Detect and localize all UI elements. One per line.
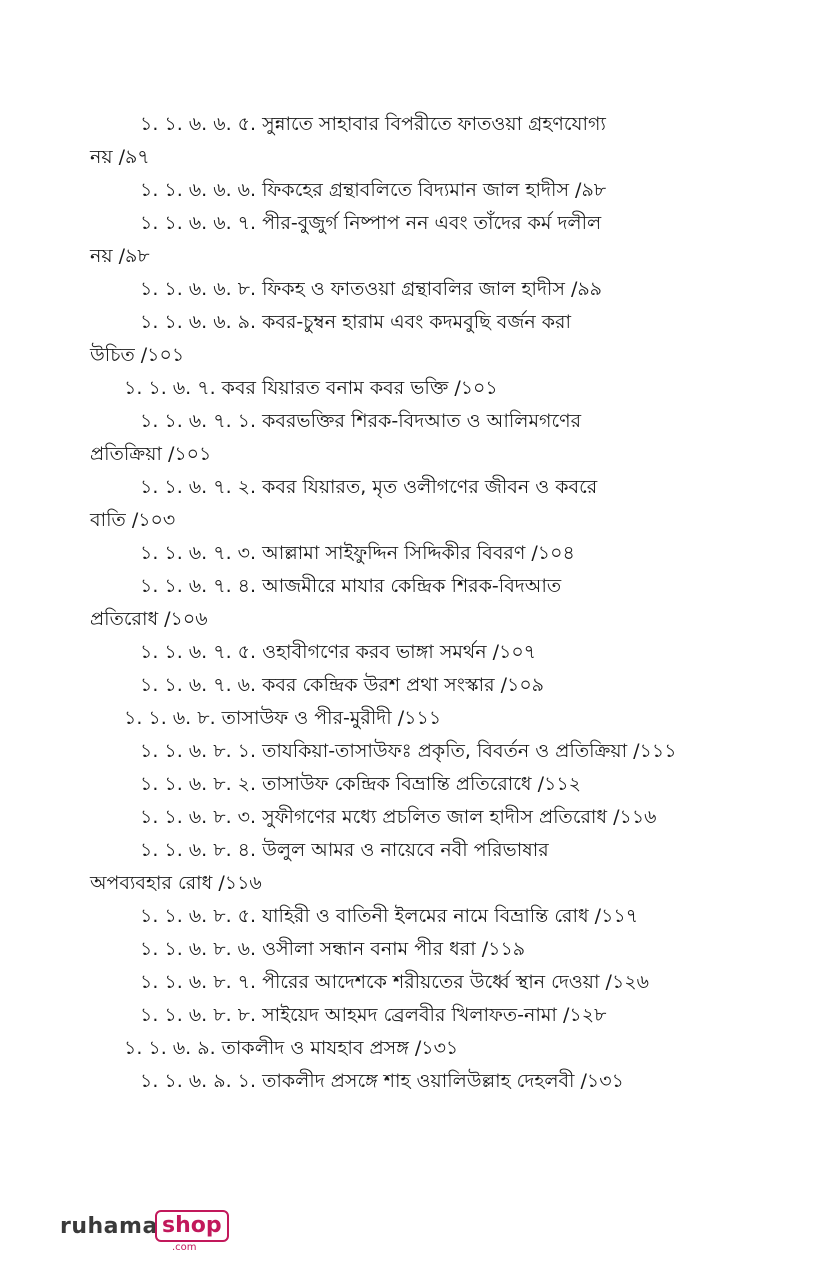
toc-entry — [90, 933, 690, 966]
toc-entry-line: ১. ১. ৬. ৬. ৯. কবর-চুম্বন হারাম এবং কদমবুছি বর্জন করা — [140, 311, 571, 333]
toc-entry-line: ১. ১. ৬. ৭. ৩. আল্লামা সাইফুদ্দিন সিদ্দিকীর বিবরণ /১০৪ — [140, 542, 575, 564]
toc-entry — [90, 900, 690, 933]
logo-domain-text: .com — [172, 1242, 197, 1253]
toc-entry — [90, 768, 690, 801]
toc-entry — [90, 636, 690, 669]
logo-ruhama-text: ruhama — [60, 1214, 158, 1239]
toc-entry-continuation: প্রতিরোধ /১০৬ — [90, 608, 208, 630]
logo-shop-badge: shop — [155, 1210, 229, 1242]
toc-entry-line: ১. ১. ৬. ৮. ১. তাযকিয়া-তাসাউফঃ প্রকৃতি, বিবর্তন ও প্রতিক্রিয়া /১১১ — [140, 740, 677, 762]
toc-entry-line: ১. ১. ৬. ৮. ৭. পীরের আদেশকে শরীয়তের উর্ধ্বে স্থান দেওয়া /১২৬ — [140, 971, 649, 993]
toc-entry-line: ১. ১. ৬. ৭. ৪. আজমীরে মাযার কেন্দ্রিক শিরক-বিদআত — [140, 575, 562, 597]
toc-entry — [90, 405, 690, 471]
toc-entry-line: ১. ১. ৬. ৯. ১. তাকলীদ প্রসঙ্গে শাহ ওয়ালিউল্লাহ দেহলবী /১৩১ — [140, 1070, 624, 1092]
toc-entry-line: ১. ১. ৬. ৮. ৩. সুফীগণের মধ্যে প্রচলিত জাল হাদীস প্রতিরোধ /১১৬ — [140, 806, 657, 828]
toc-entry — [90, 735, 690, 768]
toc-entry-continuation: নয় /৯৮ — [90, 245, 150, 267]
toc-entry — [90, 537, 690, 570]
toc-entry — [90, 174, 690, 207]
toc-entry — [90, 702, 690, 735]
toc-entry — [90, 207, 690, 273]
toc-entry-continuation: প্রতিক্রিয়া /১০১ — [90, 443, 212, 465]
toc-entry-line: ১. ১. ৬. ৭. ১. কবরভক্তির শিরক-বিদআত ও আলিমগণের — [140, 410, 582, 432]
toc-entry — [90, 108, 690, 174]
toc-entry-continuation: বাতি /১০৩ — [90, 509, 176, 531]
toc-entry-line: ১. ১. ৬. ৮. ৫. যাহিরী ও বাতিনী ইলমের নামে বিভ্রান্তি রোধ /১১৭ — [140, 905, 639, 927]
toc-entry — [90, 669, 690, 702]
toc-entry-line: ১. ১. ৬. ৭. ৬. কবর কেন্দ্রিক উরশ প্রথা সংস্কার /১০৯ — [140, 674, 545, 696]
toc-entry-line: ১. ১. ৬. ৭. ২. কবর যিয়ারত, মৃত ওলীগণের জীবন ও কবরে — [140, 476, 598, 498]
toc-entry — [90, 966, 690, 999]
table-of-contents — [90, 108, 690, 1098]
toc-entry — [90, 306, 690, 372]
toc-entry-line: ১. ১. ৬. ৮. ২. তাসাউফ কেন্দ্রিক বিভ্রান্তি প্রতিরোধে /১১২ — [140, 773, 582, 795]
toc-entry — [90, 471, 690, 537]
toc-entry-continuation: অপব্যবহার রোধ /১১৬ — [90, 872, 262, 894]
toc-entry-line: ১. ১. ৬. ৮. ৬. ওসীলা সন্ধান বনাম পীর ধরা /১১৯ — [140, 938, 526, 960]
toc-entry — [90, 273, 690, 306]
toc-entry-line: ১. ১. ৬. ৬. ৫. সুন্নাতে সাহাবার বিপরীতে ফাতওয়া গ্রহণযোগ্য — [140, 113, 606, 135]
toc-entry-line: ১. ১. ৬. ৭. ৫. ওহাবীগণের করব ভাঙ্গা সমর্থন /১০৭ — [140, 641, 537, 663]
toc-entry-line: ১. ১. ৬. ৬. ৬. ফিকহের গ্রন্থাবলিতে বিদ্যমান জাল হাদীস /৯৮ — [140, 179, 607, 201]
toc-entry — [90, 1065, 690, 1098]
toc-entry-line: ১. ১. ৬. ৭. কবর যিয়ারত বনাম কবর ভক্তি /১০১ — [124, 377, 498, 399]
toc-entry — [90, 999, 690, 1032]
toc-entry — [90, 834, 690, 900]
toc-entry-line: ১. ১. ৬. ৬. ৮. ফিকহ ও ফাতওয়া গ্রন্থাবলির জাল হাদীস /৯৯ — [140, 278, 603, 300]
toc-entry-line: ১. ১. ৬. ৮. ৪. উলুল আমর ও নায়েবে নবী পরিভাষার — [140, 839, 549, 861]
toc-entry-continuation: উচিত /১০১ — [90, 344, 185, 366]
toc-entry-line: ১. ১. ৬. ৮. তাসাউফ ও পীর-মুরীদী /১১১ — [124, 707, 442, 729]
toc-entry-continuation: নয় /৯৭ — [90, 146, 150, 168]
toc-entry-line: ১. ১. ৬. ৯. তাকলীদ ও মাযহাব প্রসঙ্গ /১৩১ — [124, 1037, 459, 1059]
ruhamashop-logo — [60, 1208, 230, 1258]
toc-entry — [90, 570, 690, 636]
toc-entry-line: ১. ১. ৬. ৮. ৮. সাইয়েদ আহমদ ব্রেলবীর খিলাফত-নামা /১২৮ — [140, 1004, 607, 1026]
toc-entry-line: ১. ১. ৬. ৬. ৭. পীর-বুজুর্গ নিষ্পাপ নন এবং তাঁদের কর্ম দলীল — [140, 212, 602, 234]
toc-entry — [90, 372, 690, 405]
toc-entry — [90, 801, 690, 834]
toc-entry — [90, 1032, 690, 1065]
